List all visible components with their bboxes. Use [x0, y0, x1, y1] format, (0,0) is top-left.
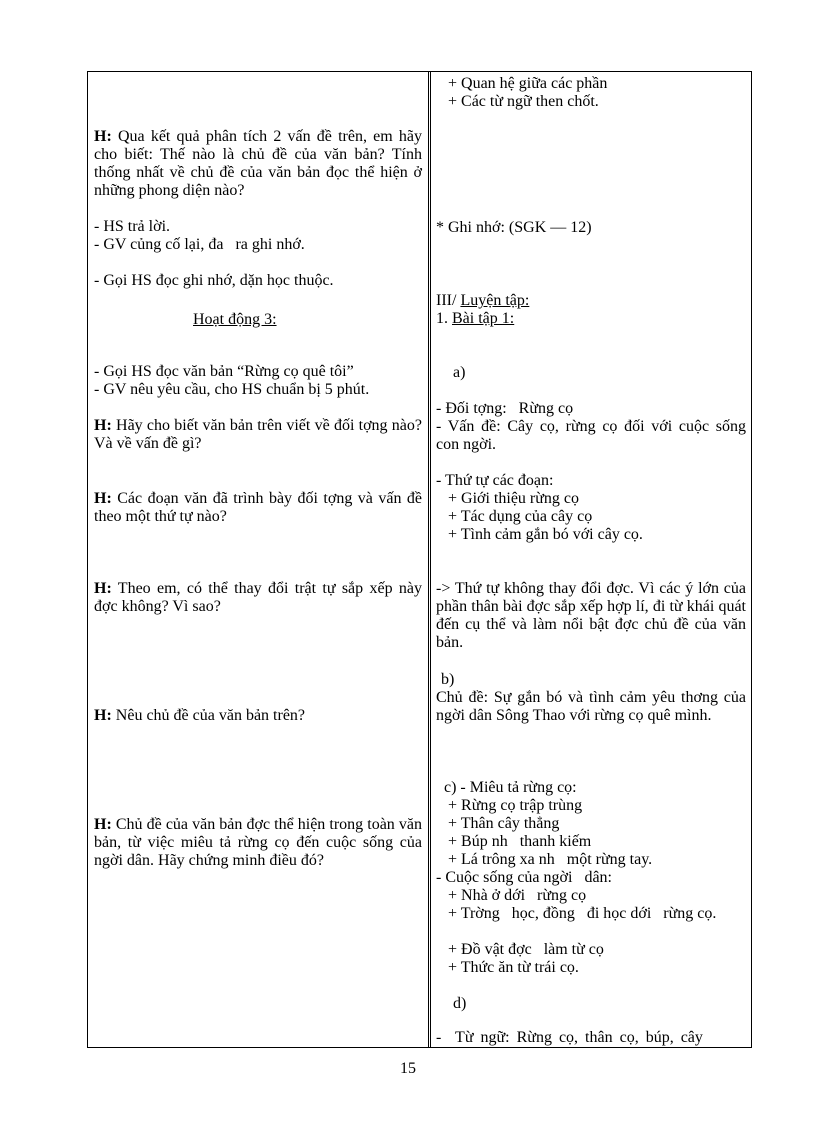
life-heading: - Cuộc sống của ngời dân: — [436, 869, 612, 886]
lesson-table — [87, 71, 752, 1048]
question-theme-definition: H: Qua kết quả phân tích 2 vấn đề trên, em hãy cho biết: Thế nào là chủ đề của văn bản? Tính thống nhất về chủ đề của văn bản đọc thể hiện ở những phong diện nào? — [94, 128, 422, 199]
memo-reference: * Ghi nhớ: (SGK — 12) — [436, 219, 592, 236]
question-prove-theme: H: Chủ đề của văn bản đợc thể hiện trong toàn văn bản, từ việc miêu tả rừng cọ đến cuộc sống của ngời dân. Hãy chứng minh điều đó? — [94, 816, 422, 869]
page-number: 15 — [400, 1060, 416, 1077]
part-a-label: a) — [453, 364, 466, 381]
words-line: - Từ ngữ: Rừng cọ, thân cọ, búp, cây — [436, 1029, 703, 1046]
question-object-issue: H: Hãy cho biết văn bản trên viết về đối tợng nào? Và về vấn đề gì? — [94, 417, 422, 452]
life-item-3: + Đồ vật đợc làm từ cọ — [436, 941, 604, 958]
order-item-1: + Giới thiệu rừng cọ — [436, 490, 580, 507]
part-b-label: b) — [441, 671, 455, 688]
exercise-1-heading: 1. Bài tập 1: — [436, 310, 515, 327]
part-c-heading: c) - Miêu tả rừng cọ: — [436, 779, 577, 796]
question-theme: H: Nêu chủ đề của văn bản trên? — [94, 707, 306, 724]
theme-statement: Chủ đề: Sự gắn bó và tình cảm yêu thơng của ngời dân Sông Thao với rừng cọ quê mình. — [436, 689, 746, 724]
forest-item-1: + Rừng cọ trập trùng — [436, 797, 583, 814]
part-d-label: d) — [453, 995, 467, 1012]
gv-request: - GV nêu yêu cầu, cho HS chuẩn bị 5 phút. — [94, 381, 370, 398]
key-words: + Các từ ngữ then chốt. — [436, 93, 599, 110]
hs-answer: - HS trả lời. — [94, 218, 171, 235]
order-heading: - Thứ tự các đoạn: — [436, 472, 554, 489]
activity-3-heading: Hoạt động 3: — [193, 311, 277, 328]
life-item-1: + Nhà ở dới rừng cọ — [436, 887, 587, 904]
forest-item-2: + Thân cây thẳng — [436, 815, 560, 832]
practice-heading: III/ Luyện tập: — [436, 292, 530, 309]
teacher-activity-column — [88, 72, 429, 1047]
question-order: H: Các đoạn văn đã trình bày đối tợng và vấn đề theo một thứ tự nào? — [94, 490, 422, 525]
question-change-order: H: Theo em, có thể thay đổi trật tự sắp xếp này đợc không? Vì sao? — [94, 580, 422, 615]
order-item-3: + Tình cảm gắn bó với cây cọ. — [436, 526, 643, 543]
life-item-2: + Trờng học, đồng đi học dới rừng cọ. — [436, 905, 717, 922]
object-line: - Đối tợng: Rừng cọ — [436, 400, 574, 417]
read-text-instruction: - Gọi HS đọc văn bản “Rừng cọ quê tôi” — [94, 363, 354, 380]
forest-item-3: + Búp nh thanh kiếm — [436, 833, 592, 850]
read-memo-instruction: - Gọi HS đọc ghi nhớ, dặn học thuộc. — [94, 272, 334, 289]
content-column — [430, 72, 752, 1047]
life-item-4: + Thức ăn từ trái cọ. — [436, 959, 579, 976]
gv-review: - GV củng cố lại, đa ra ghi nhớ. — [94, 236, 305, 253]
cannot-change-explanation: -> Thứ tự không thay đổi đợc. Vì các ý lớn của phần thân bài đợc sắp xếp hợp lí, đi từ khái quát đến cụ thể và làm nổi bật đợc chủ đề của văn bản. — [436, 580, 746, 651]
issue-line: - Vấn đề: Cây cọ, rừng cọ đối với cuộc sống con ngời. — [436, 418, 746, 453]
forest-item-4: + Lá trông xa nh một rừng tay. — [436, 851, 653, 868]
relation-parts: + Quan hệ giữa các phần — [436, 75, 608, 92]
order-item-2: + Tác dụng của cây cọ — [436, 508, 593, 525]
